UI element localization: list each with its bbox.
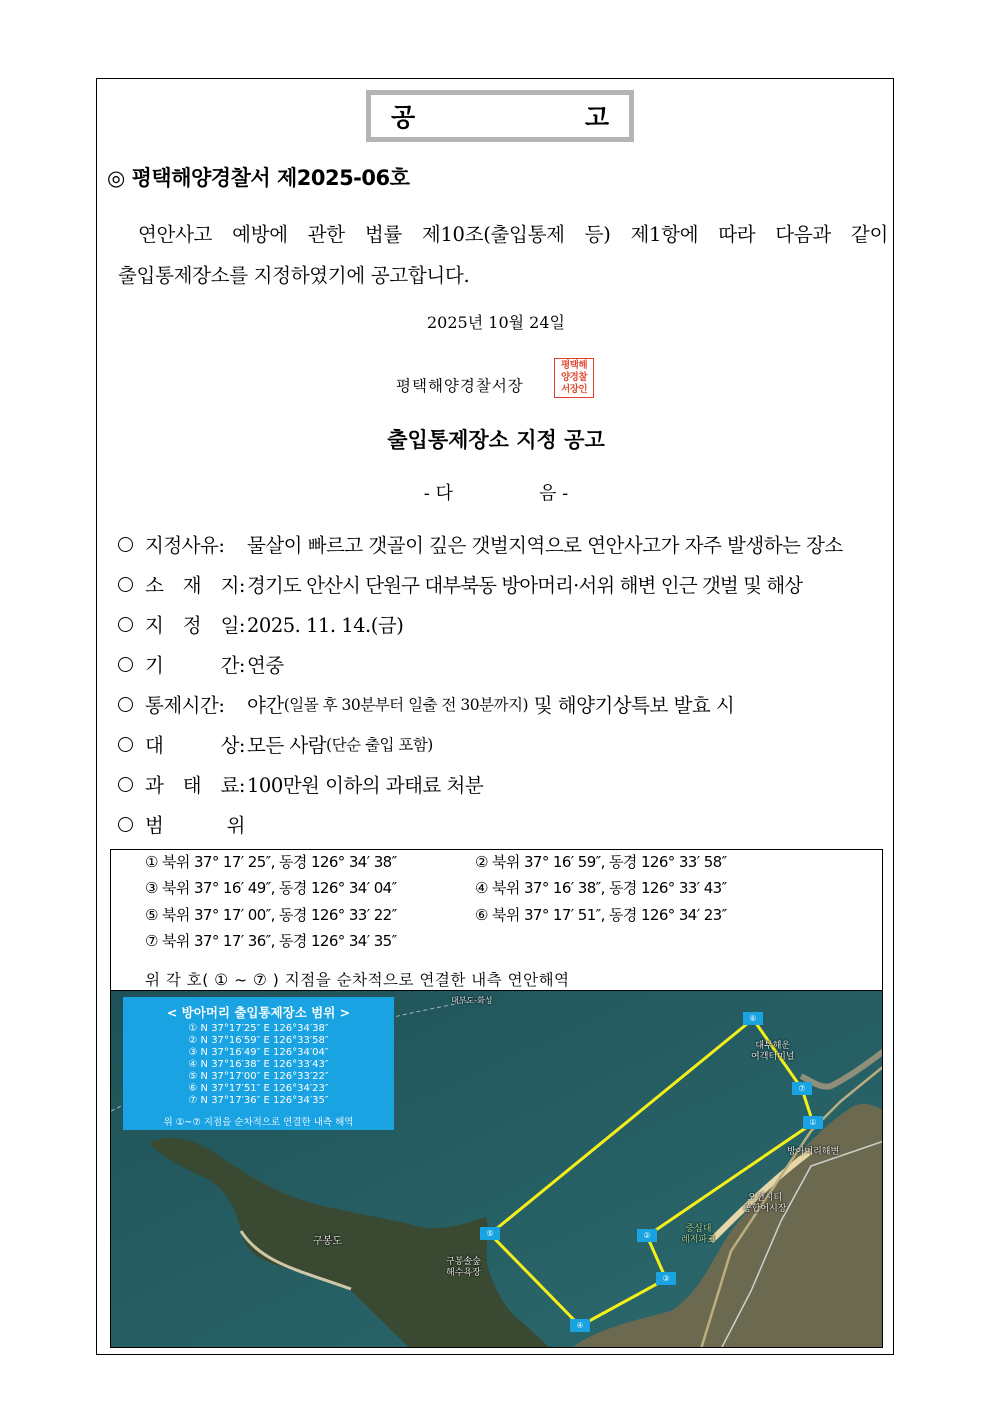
item-label: 지정사유: xyxy=(145,534,225,557)
island-label: 구봉도 xyxy=(313,1236,342,1247)
item-fine xyxy=(116,764,891,804)
item-label: 대 상: xyxy=(145,734,245,757)
legend-row: ④ N 37°16′38″ E 126°33′43″ xyxy=(188,1059,329,1070)
item-value: 물살이 빠르고 갯골이 깊은 갯벌지역으로 연안사고가 자주 발생하는 장소 xyxy=(247,534,843,557)
intro-paragraph xyxy=(118,214,888,296)
coordinate-5: ⑤ 북위 37° 17′ 00″, 동경 126° 33′ 22″ xyxy=(145,906,397,924)
notice-items xyxy=(116,524,891,844)
road-label: 대부도-화성 xyxy=(451,996,493,1005)
section-title: 출입통제장소 지정 공고 xyxy=(387,428,605,452)
park-label-line: 레저파크 xyxy=(681,1235,716,1245)
coordinate-1: ① 북위 37° 17′ 25″, 동경 126° 34′ 38″ xyxy=(145,853,397,871)
item-label: 기 간: xyxy=(145,654,245,677)
map-legend xyxy=(123,997,394,1130)
item-label: 과 태 료: xyxy=(145,774,245,797)
point-marker-5: ⑤ xyxy=(480,1227,500,1240)
terminal-label xyxy=(751,1041,794,1063)
coordinate-4: ④ 북위 37° 16′ 38″, 동경 126° 33′ 43″ xyxy=(475,879,727,897)
legend-footer: 위 ①~⑦ 지점을 순차적으로 연결한 내측 해역 xyxy=(163,1117,354,1128)
point-marker-1: ① xyxy=(803,1116,823,1129)
coordinate-3: ③ 북위 37° 16′ 49″, 동경 126° 34′ 04″ xyxy=(145,879,397,897)
coordinate-2: ② 북위 37° 16′ 59″, 동경 126° 33′ 58″ xyxy=(475,853,727,871)
notice-title-right: 고 xyxy=(584,103,609,132)
park-label-line: 중심대 xyxy=(685,1224,712,1234)
stamp-line: 서장인 xyxy=(560,384,588,395)
coordinates-box xyxy=(110,849,883,991)
stamp-line: 평택해 xyxy=(560,360,588,371)
point-marker-4: ④ xyxy=(570,1319,590,1332)
beach-label: 방아머리해변 xyxy=(787,1147,840,1157)
market-label-line: 오션시티 xyxy=(747,1193,783,1203)
item-period xyxy=(116,644,891,684)
item-value: 야간 xyxy=(247,694,284,717)
item-label: 소 재 지: xyxy=(145,574,245,597)
coordinate-6: ⑥ 북위 37° 17′ 51″, 동경 126° 34′ 23″ xyxy=(475,906,727,924)
point-marker-3: ③ xyxy=(656,1272,676,1285)
item-label: 범 위 xyxy=(145,814,245,837)
notice-date: 2025년 10월 24일 xyxy=(427,313,565,332)
notice-title-box xyxy=(366,90,634,142)
coordinate-row xyxy=(145,904,727,925)
circle-bullet-icon xyxy=(118,817,133,832)
notice-title-left: 공 xyxy=(391,103,416,132)
bathing-label-line: 구봉솔숲 xyxy=(446,1257,481,1267)
coordinate-row xyxy=(145,851,727,872)
circle-bullet-icon xyxy=(118,777,133,792)
item-value: 모든 사람 xyxy=(247,734,327,757)
point-marker-2: ② xyxy=(637,1229,657,1242)
circle-bullet-icon xyxy=(118,657,133,672)
legend-row: ① N 37°17′25″ E 126°34′38″ xyxy=(188,1023,329,1034)
circle-bullet-icon xyxy=(118,537,133,552)
legend-row: ⑥ N 37°17′51″ E 126°34′23″ xyxy=(188,1083,329,1094)
circle-bullet-icon xyxy=(118,617,133,632)
item-designation-date xyxy=(116,604,891,644)
item-control-time xyxy=(116,684,891,724)
legend-row: ② N 37°16′59″ E 126°33′58″ xyxy=(188,1035,329,1046)
item-range xyxy=(116,804,891,844)
coordinate-row xyxy=(145,877,727,898)
terminal-label-line: 여객터미널 xyxy=(751,1052,795,1062)
item-target xyxy=(116,724,891,764)
item-note: (일몰 후 30분부터 일출 전 30분까지) xyxy=(283,696,529,714)
satellite-map xyxy=(110,990,883,1348)
market-label-line: 종합어시장 xyxy=(743,1204,787,1214)
market-label xyxy=(743,1193,786,1215)
item-value: 연중 xyxy=(247,654,284,677)
circle-bullet-icon xyxy=(118,737,133,752)
coordinate-row xyxy=(145,930,397,951)
item-value: 경기도 안산시 단원구 대부북동 방아머리·서위 해변 인근 갯벌 및 해상 xyxy=(247,574,803,597)
point-marker-6: ⑥ xyxy=(743,1012,763,1025)
coordinate-7: ⑦ 북위 37° 17′ 36″, 동경 126° 34′ 35″ xyxy=(145,932,397,950)
intro-line-2: 출입통제장소를 지정하였기에 공고합니다. xyxy=(118,264,470,287)
item-note: (단순 출입 포함) xyxy=(326,736,433,754)
item-reason xyxy=(116,524,891,564)
park-label xyxy=(681,1224,716,1246)
item-value: 2025. 11. 14.(금) xyxy=(247,614,404,637)
bathing-label-line: 해수욕장 xyxy=(446,1268,481,1278)
legend-row: ③ N 37°16′49″ E 126°34′04″ xyxy=(188,1047,329,1058)
official-seal-stamp xyxy=(554,358,594,398)
item-tail: 및 해양기상특보 발효 시 xyxy=(528,694,735,717)
item-value: 100만원 이하의 과태료 처분 xyxy=(247,774,484,797)
point-marker-7: ⑦ xyxy=(792,1082,812,1095)
terminal-label-line: 대부해운 xyxy=(755,1041,791,1051)
legend-row: ⑤ N 37°17′00″ E 126°33′22″ xyxy=(188,1071,329,1082)
connection-description: 위 각 호( ① ~ ⑦ ) 지점을 순차적으로 연결한 내측 연안해역 xyxy=(145,971,570,989)
item-location xyxy=(116,564,891,604)
daeum-left: - 다 xyxy=(423,483,453,504)
daeum-heading xyxy=(0,479,992,505)
circle-bullet-icon xyxy=(118,697,133,712)
bathing-beach-label xyxy=(446,1257,481,1279)
intro-line-1: 연안사고 예방에 관한 법률 제10조(출입통제 등) 제1항에 따라 다음과 같이 xyxy=(138,223,888,246)
stamp-line: 양경찰 xyxy=(560,372,588,383)
legend-row: ⑦ N 37°17′36″ E 126°34′35″ xyxy=(188,1095,329,1106)
circle-bullet-icon xyxy=(118,577,133,592)
item-label: 지 정 일: xyxy=(145,614,245,637)
daeum-right: 음 - xyxy=(539,483,569,504)
item-label: 통제시간: xyxy=(145,694,225,717)
document-number: ◎ 평택해양경찰서 제2025-06호 xyxy=(107,166,410,190)
signer-name: 평택해양경찰서장 xyxy=(396,377,524,395)
legend-title: < 방아머리 출입통제장소 범위 > xyxy=(166,1005,351,1020)
